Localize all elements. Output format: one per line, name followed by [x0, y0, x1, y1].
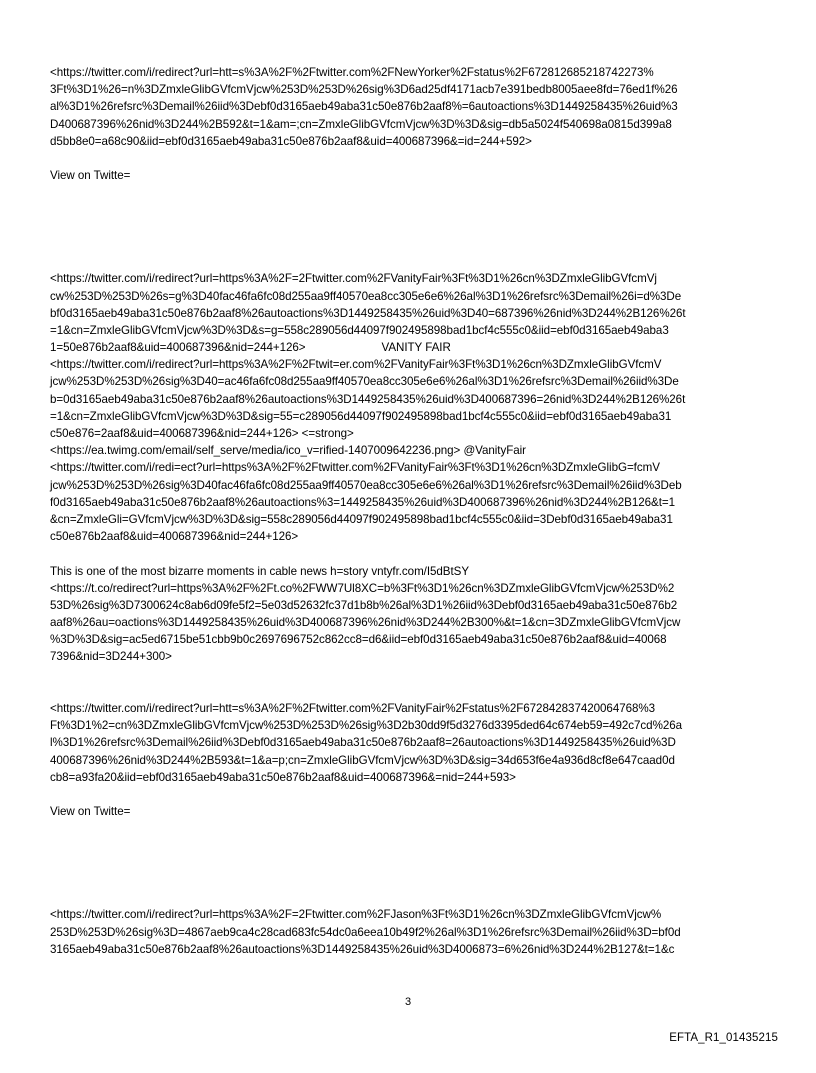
url-line: 3165aeb49aba31c50e876b2aaf8%26autoactions%3D1449258435%26uid%3D4006873=6%26nid%3D244%2B127&t=1&c [50, 942, 675, 956]
url-line: &cn=ZmxleGli=GVfcmVjcw%3D%3D&sig=558c289056d44097f902495898bad1bcf4c555c0&iid=3Debf0d3165aeb49aba31 [50, 512, 673, 526]
document-page [50, 64, 778, 958]
url-line: cw%253D%253D%26s=g%3D40fac46fa6fc08d255aa9ff40570ea8cc305e6e6%26al%3D1%26refsrc%3Demail%26i=d%3De [50, 289, 682, 303]
bates-number: EFTA_R1_01435215 [669, 1032, 778, 1044]
url-line: =1&cn=ZmxleGlibGVfcmVjcw%3D%3D&sig=55=c289056d44097f902495898bad1bcf4c555c0&iid=ebf0d3165aeb49aba31 [50, 409, 672, 423]
url-line: 53D%26sig%3D7300624c8ab6d09fe5f2=5e03d52632fc37d1b8b%26al%3D1%26iid%3Debf0d3165aeb49aba31c50e876b2 [50, 598, 678, 612]
vanity-fair-label: VANITY FAIR [381, 341, 451, 355]
tweet-text: This is one of the most bizarre moments in cable news h=story vntyfr.com/I5dBtSY [50, 564, 470, 578]
url-line: D400687396%26nid%3D244%2B592&t=1&am=;cn=ZmxleGlibGVfcmVjcw%3D%3D&sig=db5a5024f540698a0815d399a8 [50, 117, 672, 131]
url-line: Ft%3D1%2=cn%3DZmxleGlibGVfcmVjcw%253D%253D%26sig%3D2b30dd9f5d3276d3395ded64c674eb59=492c7cd%26a [50, 719, 683, 733]
view-on-twitter-text: View on Twitte= [50, 169, 131, 183]
url-line: <https://twitter.com/i/redirect?url=https%3A%2F=2Ftwitter.com%2FJason%3Ft%3D1%26cn%3DZmxleGlibGVfcmVjcw% [50, 908, 662, 922]
url-line: jcw%253D%253D%26sig%3D40=ac46fa6fc08d255aa9ff40570ea8cc305e6e6%26al%3D1%26refsrc%3Demail%26iid%3De [50, 375, 679, 389]
url-line: b=0d3165aeb49aba31c50e876b2aaf8%26autoactions%3D1449258435%26uid%3D400687396=26nid%3D244%2B126%26t [50, 392, 686, 406]
url-line: l%3D1%26refsrc%3Demail%26iid%3Debf0d3165aeb49aba31c50e876b2aaf8=26autoactions%3D1449258435%26uid%3D [50, 736, 676, 750]
url-line: %3D%3D&sig=ac5ed6715be51cbb9b0c2697696752c862cc8=d6&iid=ebf0d3165aeb49aba31c50e876b2aaf8&uid=40068 [50, 633, 667, 647]
url-line: aaf8%26au=oactions%3D1449258435%26uid%3D400687396%26nid%3D244%2B300%&t=1&cn=3DZmxleGlibGVfcmVjcw [50, 616, 681, 630]
url-line: <https://twitter.com/i/redirect?url=https%3A%2F%2Ftwit=er.com%2FVanityFair%3Ft%3D1%26cn%3DZmxleGlibGVfcmV [50, 358, 662, 372]
url-line: jcw%253D%253D%26sig%3D40fac46fa6fc08d255aa9ff40570ea8cc305e6e6%26al%3D1%26refsrc%3Demail%26iid%3Deb [50, 478, 682, 492]
url-line: cb8=a93fa20&iid=ebf0d3165aeb49aba31c50e876b2aaf8&uid=400687396&=nid=244+593> [50, 770, 516, 784]
url-line: <https://t.co/redirect?url=https%3A%2F%2Ft.co%2FWW7Ul8XC=b%3Ft%3D1%26cn%3DZmxleGlibGVfcmVjcw%253D%2 [50, 581, 675, 595]
url-line: f0d3165aeb49aba31c50e876b2aaf8%26autoactions%3=1449258435%26uid%3D400687396%26nid%3D244%2B126&t=1 [50, 495, 675, 509]
url-line: <https://twitter.com/i/redirect?url=htt=s%3A%2F%2Ftwitter.com%2FNewYorker%2Fstatus%2F672812685218742273% [50, 66, 654, 79]
tweet-text-block [50, 563, 778, 666]
redirect-url-block-newyorker [50, 64, 778, 150]
url-line: 400687396%26nid%3D244%2B593&t=1&a=p;cn=ZmxleGlibGVfcmVjcw%3D%3D&sig=34d653f6e4a936d8cf8e647caad0d [50, 753, 675, 767]
page-number: 3 [404, 996, 412, 1008]
url-line: =1&cn=ZmxleGlibGVfcmVjcw%3D%3D&s=g=558c289056d44097f902495898bad1bcf4c555c0&iid=ebf0d3165aeb49aba3 [50, 323, 669, 337]
url-line: <https://twitter.com/i/redirect?url=htt=s%3A%2F%2Ftwitter.com%2FVanityFair%2Fstatus%2F672842837420064768%3 [50, 702, 656, 715]
url-line: c50e876=2aaf8&uid=400687396&nid=244+126> <=strong> [50, 427, 354, 440]
redirect-url-block-jason [50, 906, 778, 958]
url-line: <https://twitter.com/i/redirect?url=https%3A%2F=2Ftwitter.com%2FVanityFair%3Ft%3D1%26cn%3DZmxleGlibGVfcmVj [50, 272, 657, 286]
url-line: <https://twitter.com/i/redi=ect?url=https%3A%2F%2Ftwitter.com%2FVanityFair%3Ft%3D1%26cn%3DZmxleGlibG=fcmV [50, 461, 660, 475]
url-line: 3Ft%3D1%26=n%3DZmxleGlibGVfcmVjcw%253D%253D%26sig%3D6ad25df4171acb7e391bedb8005aee8fd=76ed1f%26 [50, 83, 678, 97]
url-line: bf0d3165aeb49aba31c50e876b2aaf8%26autoactions%3D1449258435%26uid%3D40=687396%26nid%3D244%2B126%26t [50, 306, 686, 320]
url-line: 1=50e876b2aaf8&uid=400687396&nid=244+126> [50, 341, 306, 355]
url-line-with-label [50, 339, 778, 356]
url-line: d5bb8e0=a68c90&iid=ebf0d3165aeb49aba31c50e876b2aaf8&uid=400687396&=id=244+592> [50, 134, 532, 148]
verified-icon-url-line: <https://ea.twimg.com/email/self_serve/media/ico_v=rified-1407009642236.png> @VanityFair [50, 444, 526, 458]
redirect-url-block-vanityfair [50, 270, 778, 545]
url-line: 253D%253D%26sig%3D=4867aeb9ca4c28cad683fc54dc0a6eea10b49f2%26al%3D1%26refsrc%3Demail%26iid%3D=bf0d [50, 925, 681, 939]
view-on-twitter-text: View on Twitte= [50, 805, 131, 819]
redirect-url-block-status [50, 700, 778, 786]
url-line: c50e876b2aaf8&uid=400687396&nid=244+126> [50, 530, 299, 544]
url-line: al%3D1%26refsrc%3Demail%26iid%3Debf0d3165aeb49aba31c50e876b2aaf8%=6autoactions%3D1449258435%26uid%3 [50, 100, 678, 114]
url-line: 7396&nid=3D244+300> [50, 650, 172, 664]
